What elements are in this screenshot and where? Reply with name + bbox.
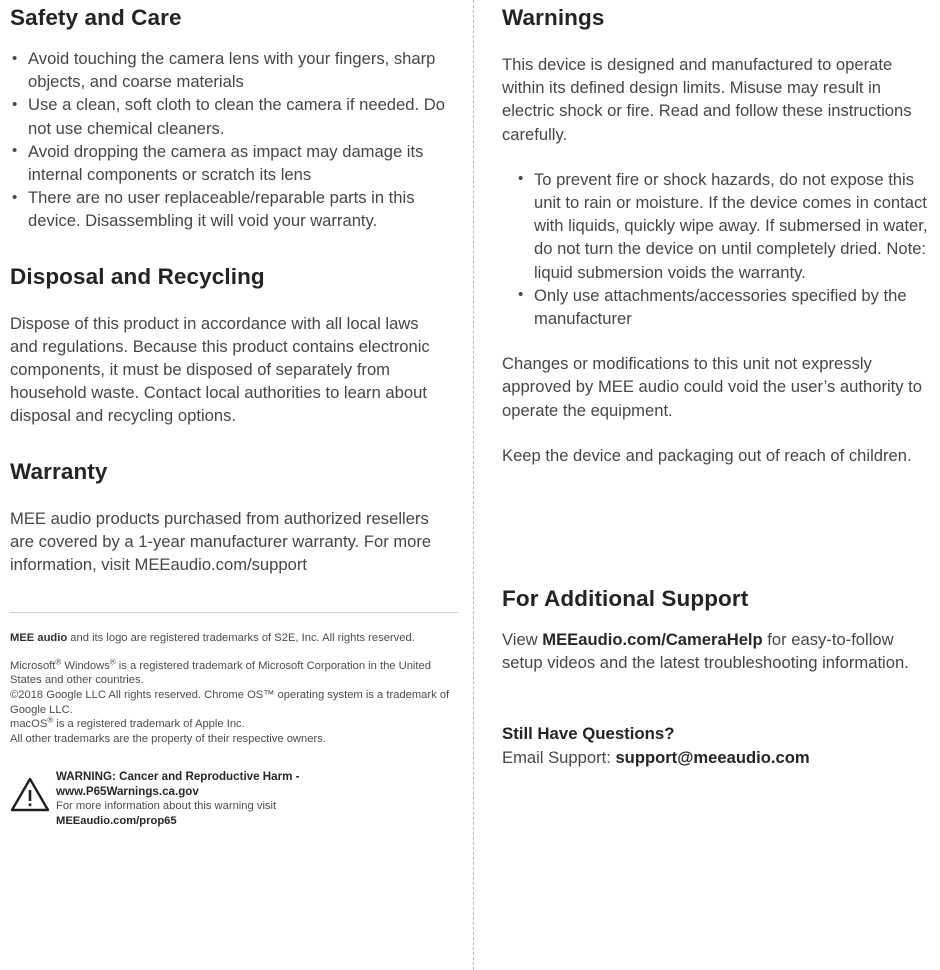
prop65-line-3: For more information about this warning visit bbox=[56, 800, 277, 813]
spacer bbox=[502, 674, 932, 722]
prop65-line-2: www.P65Warnings.ca.gov bbox=[56, 784, 199, 798]
support-email-address[interactable]: support@meeaudio.com bbox=[615, 747, 810, 767]
macos-name: macOS bbox=[10, 718, 48, 731]
email-support-line bbox=[502, 746, 932, 769]
macos-trademark-line bbox=[10, 717, 450, 732]
disposal-paragraph: Dispose of this product in accordance with all local laws and regulations. Because this product contains electronic components, it must be disposed of separately from household waste. Contact local authorities to learn about disposal and recycling options. bbox=[10, 313, 430, 426]
list-item: • There are no user replaceable/reparable parts in this device. Disassembling it will void your warranty. bbox=[10, 186, 450, 232]
left-column bbox=[10, 4, 450, 828]
list-item: • To prevent fire or shock hazards, do not expose this unit to rain or moisture. If the device comes in contact with liquids, quickly wipe away. If submersed in water, do not turn the device on until completely dried. Note: liquid submersion voids the warranty. bbox=[516, 168, 932, 284]
microsoft-trademark-line bbox=[10, 659, 450, 688]
spacer bbox=[502, 467, 932, 585]
warnings-bullet-list bbox=[502, 168, 932, 330]
warnings-intro-paragraph: This device is designed and manufactured to operate within its defined design limits. Misuse may result in electric shock or fire. Read and follow these instructions carefully. bbox=[502, 55, 912, 144]
warranty-heading: Warranty bbox=[10, 458, 108, 484]
spacer bbox=[502, 330, 932, 352]
right-column bbox=[502, 4, 932, 769]
spacer bbox=[10, 576, 450, 612]
registered-mark-icon: ® bbox=[55, 657, 62, 667]
spacer bbox=[10, 485, 450, 507]
support-text-pre: View bbox=[502, 630, 543, 650]
spacer bbox=[10, 31, 450, 47]
warnings-paragraph-2: Keep the device and packaging out of reach of children. bbox=[502, 445, 912, 465]
list-item: • Avoid dropping the camera as impact may damage its internal components or scratch its lens bbox=[10, 140, 450, 186]
spacer bbox=[502, 422, 932, 444]
spacer bbox=[10, 290, 450, 312]
list-item: • Only use attachments/accessories specified by the manufacturer bbox=[516, 284, 932, 330]
support-text-post: for easy-to-follow setup videos and the latest troubleshooting information. bbox=[502, 630, 909, 673]
additional-support-heading: For Additional Support bbox=[502, 586, 749, 612]
registered-mark-icon: ® bbox=[109, 657, 116, 667]
mee-trademark-rest: and its logo are registered trademarks of S2E, Inc. All rights reserved. bbox=[67, 632, 415, 645]
prop65-line-1: WARNING: Cancer and Reproductive Harm - bbox=[56, 770, 300, 784]
prop65-warning-block bbox=[10, 770, 450, 828]
warnings-heading: Warnings bbox=[502, 5, 605, 30]
spacer bbox=[10, 646, 450, 659]
microsoft-name: Microsoft bbox=[10, 659, 56, 672]
spacer bbox=[10, 233, 450, 263]
safety-and-care-heading: Safety and Care bbox=[10, 5, 182, 30]
spacer bbox=[10, 428, 450, 458]
warning-triangle-icon bbox=[10, 770, 56, 817]
warnings-paragraph-1: Changes or modifications to this unit not expressly approved by MEE audio could void the user’s authority to operate the equipment. bbox=[502, 354, 923, 420]
google-trademark-line: ©2018 Google LLC All rights reserved. Chrome OS™ operating system is a trademark of Google LLC. bbox=[10, 689, 450, 716]
spacer bbox=[502, 146, 932, 168]
other-trademarks-line: All other trademarks are the property of their respective owners. bbox=[10, 732, 326, 745]
spacer bbox=[502, 612, 932, 628]
warranty-paragraph: MEE audio products purchased from authorized resellers are covered by a 1-year manufacturer warranty. For more information, visit MEEaudio.com/support bbox=[10, 508, 432, 575]
registered-mark-icon: ® bbox=[47, 715, 54, 725]
email-support-label: Email Support: bbox=[502, 747, 616, 767]
disposal-and-recycling-heading: Disposal and Recycling bbox=[10, 263, 265, 289]
spacer bbox=[502, 31, 932, 53]
camera-help-link[interactable]: MEEaudio.com/CameraHelp bbox=[542, 630, 763, 650]
safety-bullet-list bbox=[10, 47, 450, 233]
list-item: • Avoid touching the camera lens with your fingers, sharp objects, and coarse materials bbox=[10, 47, 450, 93]
still-have-questions-heading: Still Have Questions? bbox=[502, 724, 675, 744]
mee-audio-brand: MEE audio bbox=[10, 632, 68, 645]
spacer bbox=[10, 746, 450, 770]
prop65-line-4 bbox=[56, 814, 450, 828]
prop65-url: MEEaudio.com/prop65 bbox=[56, 814, 177, 827]
mee-trademark-line bbox=[10, 631, 450, 646]
spacer bbox=[10, 613, 450, 631]
microsoft-trademark-rest: is a registered trademark of Microsoft Corporation in the United States and other countries. bbox=[10, 659, 431, 687]
support-paragraph bbox=[502, 628, 932, 674]
list-item: • Use a clean, soft cloth to clean the camera if needed. Do not use chemical cleaners. bbox=[10, 93, 450, 139]
macos-trademark-rest: is a registered trademark of Apple Inc. bbox=[53, 718, 245, 731]
windows-name: Windows bbox=[61, 659, 110, 672]
column-divider bbox=[473, 0, 474, 970]
prop65-warning-text bbox=[56, 770, 450, 828]
